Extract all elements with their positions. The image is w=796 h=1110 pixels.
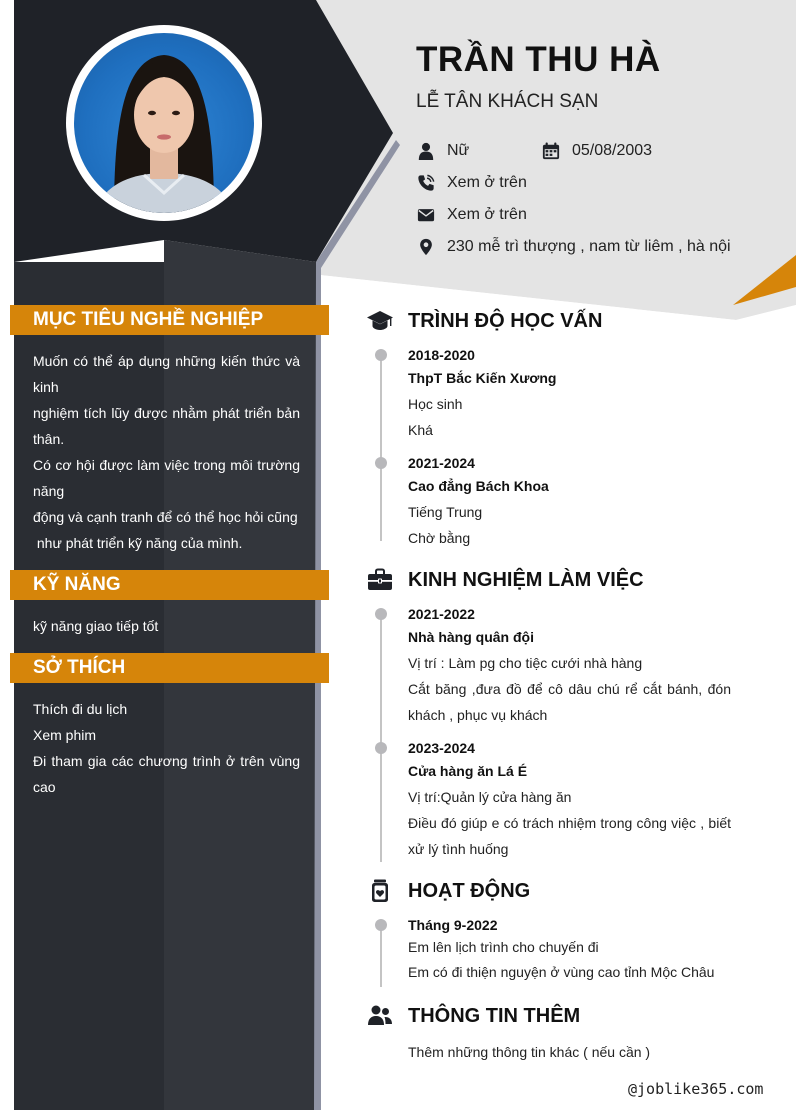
objective-line: Có cơ hội được làm việc trong môi trường năng <box>33 457 300 499</box>
activities-title: HOẠT ĐỘNG <box>408 879 531 902</box>
profile-photo <box>74 33 254 213</box>
objective-line: động và cạnh tranh để có thể học hỏi cũng <box>33 509 298 525</box>
entry-line: Vị trí : Làm pg cho tiệc cưới nhà hàng <box>408 655 643 671</box>
timeline-dot <box>375 349 387 361</box>
entry-org: Cao đẳng Bách Khoa <box>408 478 549 494</box>
watermark: @joblike365.com <box>628 1080 764 1098</box>
graduation-cap-icon <box>366 307 394 335</box>
experience-timeline <box>380 614 382 862</box>
skill-item: kỹ năng giao tiếp tốt <box>33 618 159 634</box>
entry-line: Em lên lịch trình cho chuyến đi <box>408 939 599 955</box>
education-heading <box>366 307 602 335</box>
map-pin-icon <box>416 237 436 257</box>
entry-line: Học sinh <box>408 396 463 412</box>
avatar <box>66 25 262 221</box>
entry-date: Tháng 9-2022 <box>408 917 498 933</box>
hobbies-heading: SỞ THÍCH <box>10 653 329 683</box>
timeline-dot <box>375 742 387 754</box>
objective-line: Muốn có thể áp dụng những kiến thức và kinh <box>33 353 300 395</box>
entry-line: Em có đi thiện nguyện ở vùng cao tỉnh Mộc Châu <box>408 964 715 980</box>
more-info-title: THÔNG TIN THÊM <box>408 1004 581 1027</box>
hobbies-text <box>33 696 300 800</box>
entry-line: Chờ bằng <box>408 530 471 546</box>
entry-date: 2018-2020 <box>408 347 475 363</box>
address-value: 230 mễ trì thượng , nam từ liêm , hà nội <box>447 238 731 255</box>
skills-text <box>33 613 300 639</box>
candidate-name: TRẦN THU HÀ <box>416 40 661 79</box>
briefcase-icon <box>366 566 394 594</box>
entry-line: Tiếng Trung <box>408 504 483 520</box>
education-timeline <box>380 355 382 541</box>
objective-text <box>33 348 300 556</box>
gender-value: Nữ <box>447 142 470 159</box>
calendar-icon <box>541 141 561 161</box>
email-row <box>416 205 527 225</box>
education-title: TRÌNH ĐỘ HỌC VẤN <box>408 309 603 332</box>
skills-heading: KỸ NĂNG <box>10 570 329 600</box>
phone-value: Xem ở trên <box>447 174 527 191</box>
entry-org: ThpT Bắc Kiến Xương <box>408 370 557 386</box>
envelope-icon <box>416 205 436 225</box>
education-entry <box>408 345 731 443</box>
address-row <box>416 237 731 257</box>
timeline-dot <box>375 457 387 469</box>
badge-icon <box>366 877 394 905</box>
entry-line: Khá <box>408 422 433 438</box>
experience-title: KINH NGHIỆM LÀM VIỆC <box>408 568 644 591</box>
job-title: LỄ TÂN KHÁCH SẠN <box>416 91 599 112</box>
entry-line: Điều đó giúp e có trách nhiệm trong công việc , biết xử lý tình huống <box>408 815 731 857</box>
phone-icon <box>416 173 436 193</box>
experience-heading <box>366 566 644 594</box>
hobby-item: Đi tham gia các chương trình ở trên vùng cao <box>33 753 300 795</box>
entry-date: 2021-2022 <box>408 606 475 622</box>
experience-entry <box>408 738 731 862</box>
entry-org: Nhà hàng quân đội <box>408 629 534 645</box>
more-info-text: Thêm những thông tin khác ( nếu cần ) <box>408 1044 651 1060</box>
education-entry <box>408 453 731 551</box>
activities-timeline <box>380 925 382 987</box>
activity-entry <box>408 915 731 985</box>
entry-date: 2021-2024 <box>408 455 475 471</box>
experience-entry <box>408 604 731 728</box>
entry-date: 2023-2024 <box>408 740 475 756</box>
email-value: Xem ở trên <box>447 206 527 223</box>
entry-org: Cửa hàng ăn Lá É <box>408 763 528 779</box>
hobby-item: Xem phim <box>33 727 97 743</box>
objective-line: nghiệm tích lũy được nhằm phát triển bản thân. <box>33 405 300 447</box>
objective-line: như phát triển kỹ năng của mình. <box>33 535 243 551</box>
entry-line: Cắt băng ,đưa đồ để cô dâu chú rể cắt bánh, đón khách , phục vụ khách <box>408 681 731 723</box>
activities-heading <box>366 877 530 905</box>
users-icon <box>366 1002 394 1030</box>
entry-line: Vị trí:Quản lý cửa hàng ăn <box>408 789 572 805</box>
user-icon <box>416 141 436 161</box>
birthdate-row <box>541 141 652 161</box>
gender-row <box>416 141 469 161</box>
timeline-dot <box>375 608 387 620</box>
timeline-dot <box>375 919 387 931</box>
objective-heading: MỤC TIÊU NGHỀ NGHIỆP <box>10 305 329 335</box>
more-info-heading <box>366 1002 580 1030</box>
hobby-item: Thích đi du lịch <box>33 701 128 717</box>
birthdate-value: 05/08/2003 <box>572 142 653 159</box>
phone-row <box>416 173 527 193</box>
